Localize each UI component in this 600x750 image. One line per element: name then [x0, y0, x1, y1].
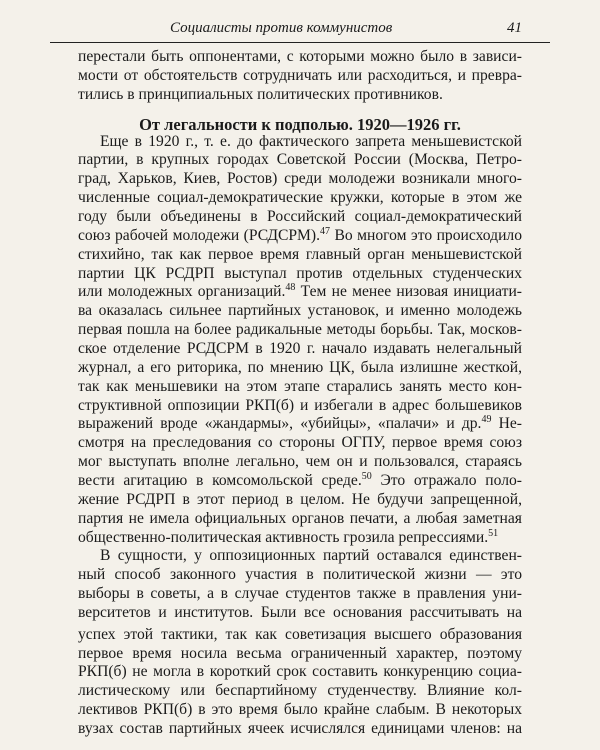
body-line: первая пошла на более радикальные методы борьбы. Так, москов- — [78, 321, 522, 339]
body-line: мог выступать вполне легально, чем он и пользовался, стараясь — [78, 453, 522, 471]
section-heading: От легальности к подполью. 1920—1926 гг. — [139, 114, 461, 134]
line-text: Во многом это происходило — [330, 226, 522, 244]
body-line: вузах состав партийных ячеек исчислялся единицами членов: на — [78, 720, 522, 737]
body-line: РКП(б) не могла в короткий срок составить конкуренцию социа- — [78, 663, 522, 681]
body-line: партии, в крупных городах Советской России (Москва, Петро- — [78, 151, 522, 169]
body-line: листическому или беспартийному студенчеству. Влияние кол- — [78, 682, 522, 700]
body-line: первое время носила весьма ограниченный характер, поэтому — [78, 644, 522, 662]
body-line: лективов РКП(б) в это время было крайне слабым. В некоторых — [78, 701, 522, 719]
body-line: ское отделение РСДСРМ в 1920 г. начало издавать нелегальный — [78, 339, 522, 357]
body-line — [78, 529, 522, 548]
intro-line: тились в принципиальных политических противников. — [78, 85, 443, 103]
line-text: союз рабочей молодежи (РСДСРМ). — [78, 226, 321, 244]
intro-line: мости от обстоятельств сотрудничать или расходиться, и превра- — [78, 66, 522, 84]
body-line — [78, 227, 522, 246]
body-line: партии ЦК РСДРП выступал против отдельных студенческих — [78, 264, 522, 282]
body-line: структивной оппозиции РКП(б) и избегали в адрес большевиков — [78, 396, 522, 414]
body-line — [78, 415, 522, 434]
body-line: ный способ законного участия в политической жизни — это — [78, 566, 522, 584]
body-line: году были объединены в Российский социал-демократический — [78, 208, 522, 225]
footnote-ref: 49 — [481, 414, 492, 426]
body-line: выборы в советы, а в случае студентов также в правления уни- — [78, 585, 522, 602]
body-line: В сущности, у оппозиционных партий оставался единствен- — [100, 547, 522, 565]
body-line: журнал, а его риторика, по мнению ЦК, была излишне жесткой, — [78, 358, 522, 376]
body-line: успех этой тактики, так как советизация высшего образования — [78, 625, 522, 643]
body-line: град, Харьков, Киев, Ростов) среди молодежи возникали много- — [78, 170, 522, 188]
running-head: Социалисты против коммунистов — [170, 20, 393, 36]
body-line: ва оказалась сильнее партийных установок, и именно молодежь — [78, 302, 522, 320]
body-line: стихийно, так как первое время главный орган меньшевистской — [78, 245, 522, 263]
body-line: жение РСДРП в этот период в целом. Не будучи запрещенной, — [78, 490, 522, 508]
line-text: выражений вроде «жандармы», «убийцы», «палачи» и др. — [78, 415, 482, 433]
page-number: 41 — [507, 20, 522, 36]
footnote-ref: 50 — [361, 470, 372, 482]
page-header — [50, 18, 550, 43]
line-text: или молодежных организаций. — [78, 283, 286, 301]
body-line: партия не имела официальных органов печати, а любая заметная — [78, 509, 522, 527]
footnote-ref: 48 — [285, 282, 296, 294]
body-line: так как меньшевики на этом этапе старались занять место кон- — [78, 377, 522, 395]
intro-line: перестали быть оппонентами, с которыми можно было в зависи- — [78, 48, 522, 65]
line-text: общественно-политическая активность грозила репрессиями. — [78, 528, 489, 546]
body-line — [78, 283, 522, 302]
body-line: верситетов и институтов. Были все основания рассчитывать на — [78, 603, 522, 621]
body-line: Еще в 1920 г., т. е. до фактического запрета меньшевистской — [100, 132, 522, 150]
body-line: смотря на преследования со стороны ОГПУ, первое время союз — [78, 434, 522, 452]
body-line — [78, 472, 522, 491]
body-line: численные социал-демократические кружки, которые в этом же — [78, 189, 522, 207]
line-text: Это отражало поло- — [371, 471, 522, 489]
line-text: Не- — [491, 415, 522, 433]
line-text: вести агитацию в комсомольской среде. — [78, 471, 362, 489]
footnote-ref: 51 — [488, 527, 499, 539]
line-text: Тем не менее низовая инициати- — [295, 283, 522, 301]
footnote-ref: 47 — [320, 225, 331, 237]
